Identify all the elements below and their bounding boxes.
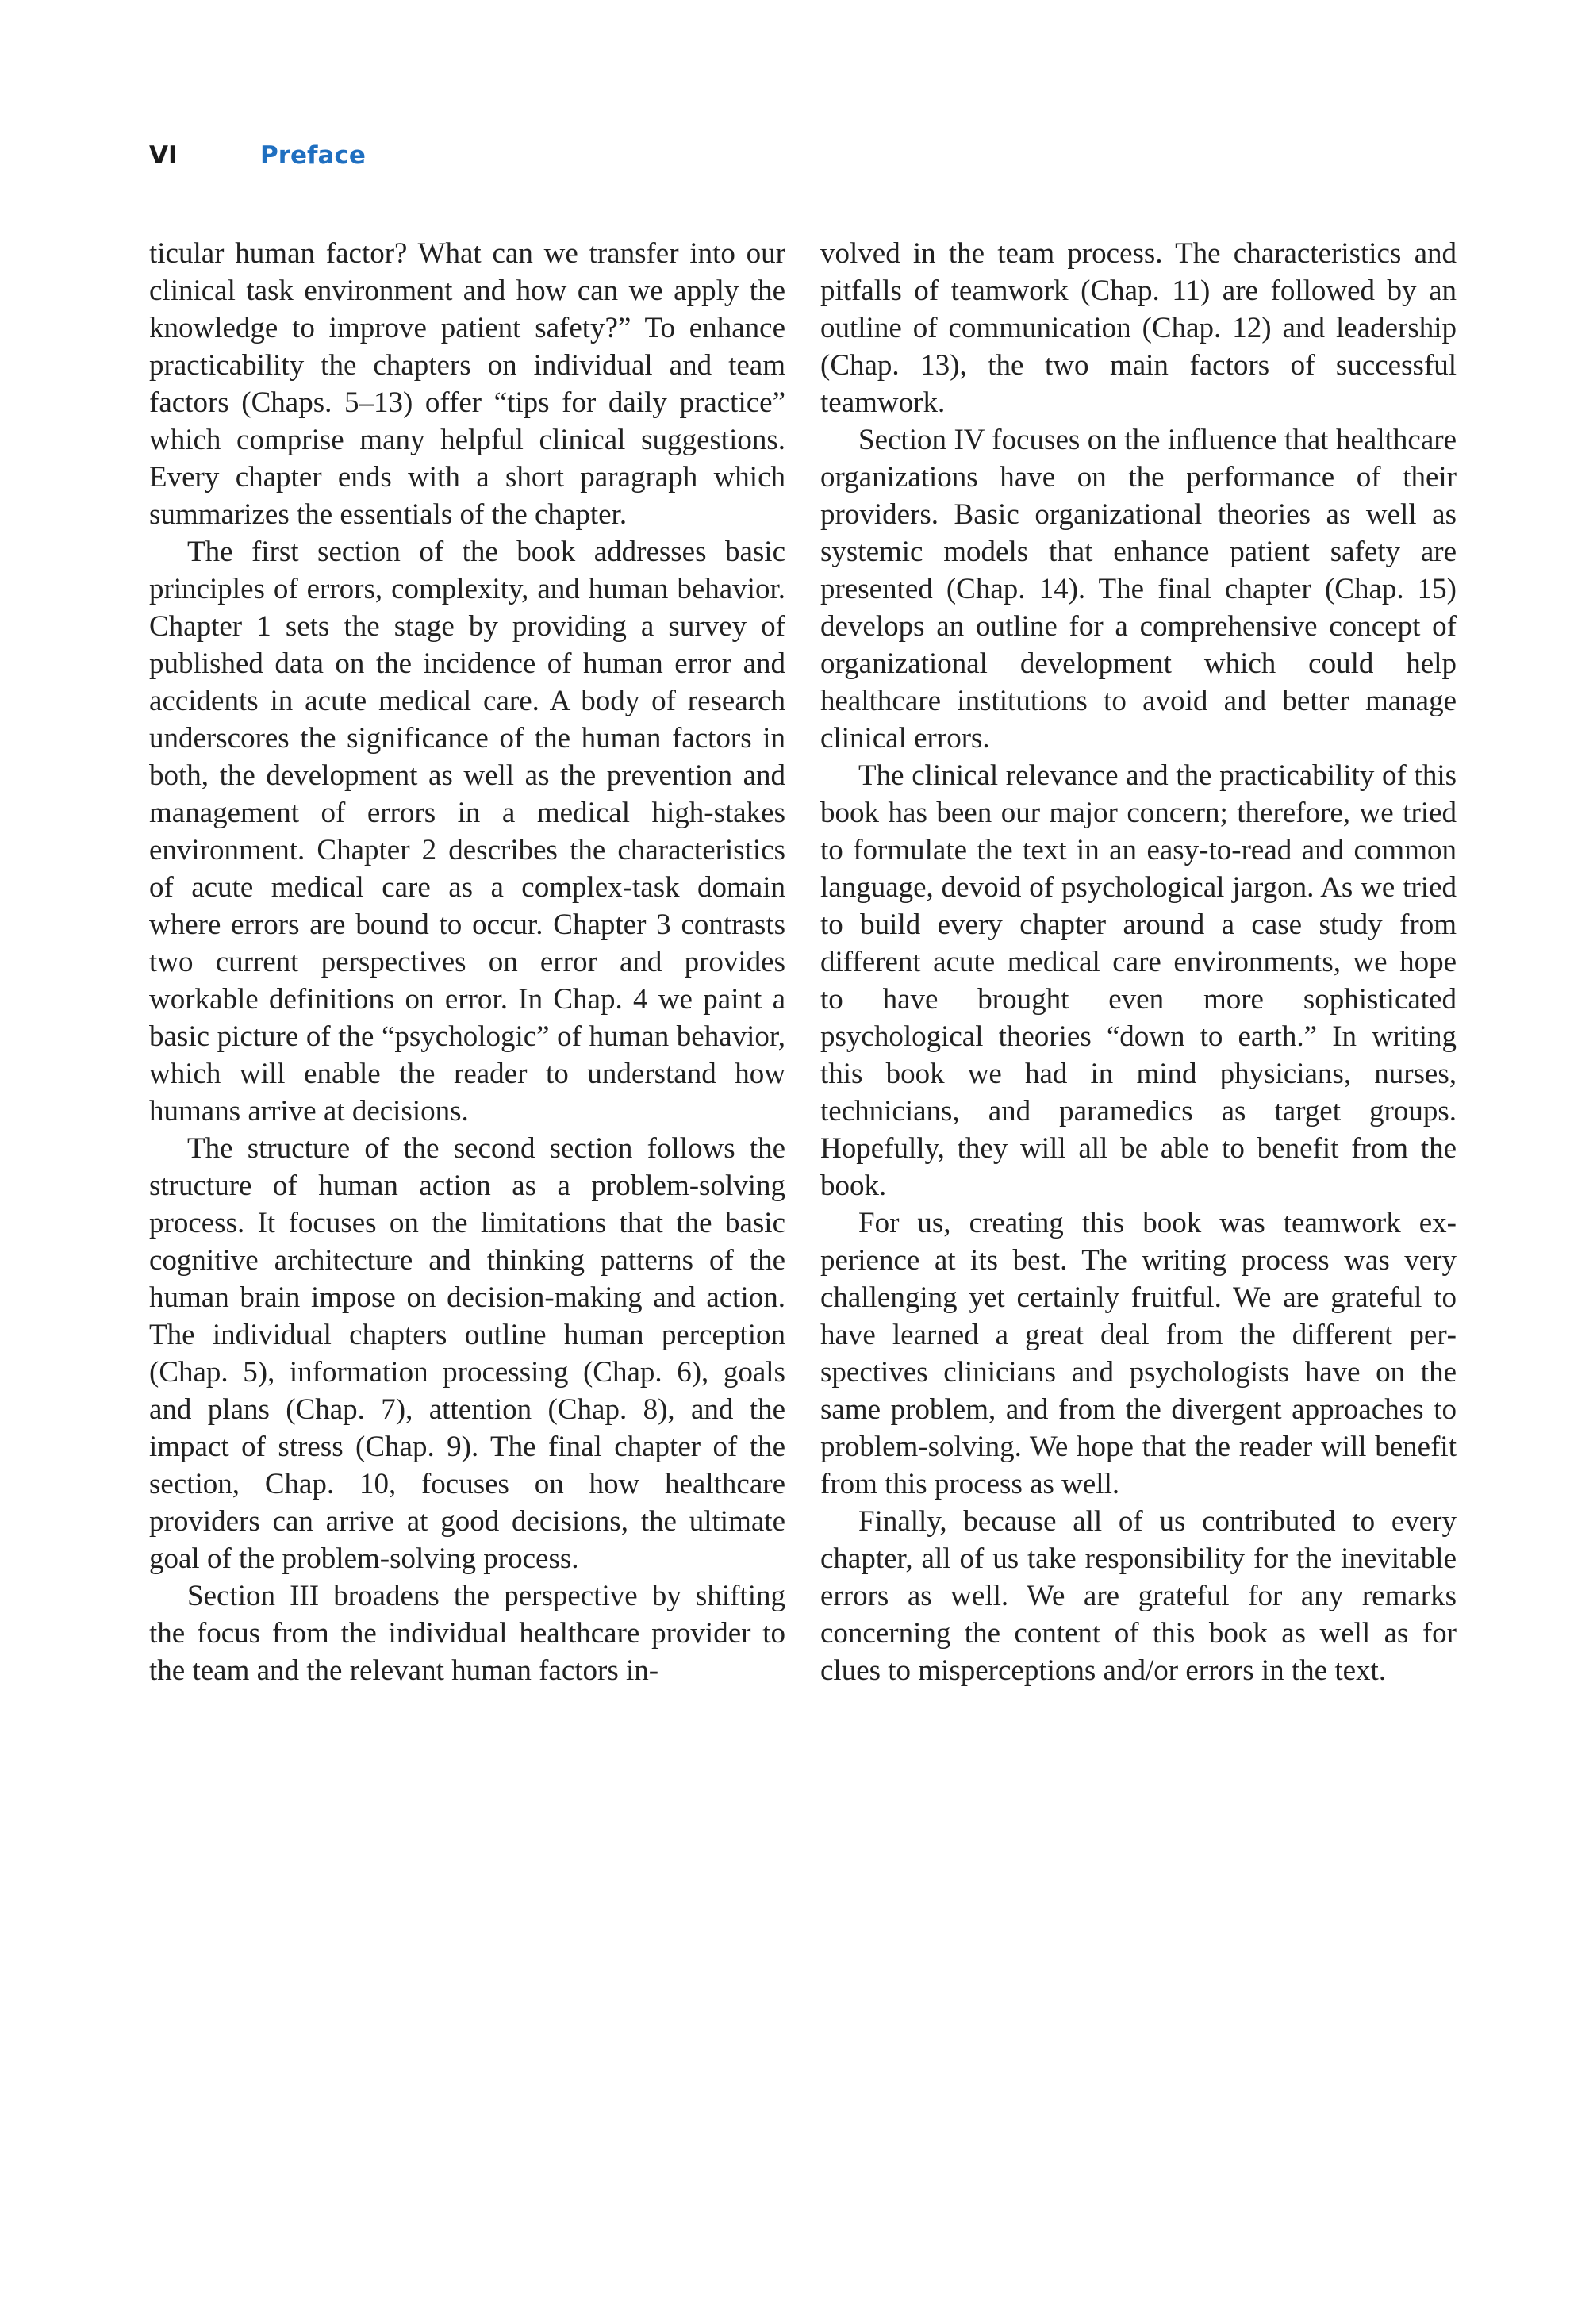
paragraph: For us, creating this book was teamwork experience at its best. The writing process was very challenging yet certainly fruitful. We are grateful to have learned a great deal from the different perspectives clinicians and psychologists have on the same problem, and from the divergent approaches to problem-solving. We hope that the reader will benefit from this process as well.	[820, 1207, 1457, 1500]
paragraph: The structure of the second section follows the structure of human action as a problem-solving process. It focuses on the limitations that the basic cognitive architecture and thinking patterns of the human brain impose on decision-making and action. The individual chapters outline human perception (Chap. 5), information processing (Chap. 6), goals and plans (Chap. 7), attention (Chap. 8), and the impact of stress (Chap. 9). The final chapter of the section, Chap. 10, focuses on how healthcare providers can arrive at good decisions, the ultimate goal of the problem-solving process.	[149, 1132, 785, 1575]
paragraph: The first section of the book addresses basic principles of errors, complexity, and human behavior. Chapter 1 sets the stage by providing a survey of published data on the incidence of human error and accidents in acute medical care. A body of research underscores the significance of the human factors in both, the development as well as the prevention and management of errors in a medical high-stakes environment. Chapter 2 describes the characteristics of acute medical care as a complex-task domain where errors are bound to occur. Chapter 3 contrasts two current perspectives on error and provides workable definitions on error. In Chap. 4 we paint a basic picture of the “psychologic” of human behavior, which will enable the reader to understand how humans arrive at decisions.	[149, 536, 785, 1127]
paragraph: Section III broadens the perspective by shifting the focus from the individual healthcare provider to the team and the relevant human factors in-	[149, 1580, 785, 1687]
paragraph: Section IV focuses on the influence that healthcare organizations have on the performance of their providers. Basic organizational theories as well as systemic models that enhance patient safety are presented (Chap. 14). The final chapter (Chap. 15) develops an outline for a comprehensive concept of organizational development which could help healthcare institutions to avoid and better manage clinical errors.	[820, 424, 1457, 755]
running-head: Preface	[260, 141, 366, 170]
paragraph: volved in the team process. The characteristics and pitfalls of teamwork (Chap. 11) are followed by an outline of communication (Chap. 12) and leadership (Chap. 13), the two main factors of successful teamwork.	[820, 237, 1457, 419]
left-column	[149, 235, 785, 1689]
paragraph: The clinical relevance and the practicability of this book has been our major concern; therefore, we tried to formulate the text in an easy-to-read and common language, devoid of psychological jargon. As we tried to build every chapter around a case study from different acute medical care environments, we hope to have brought even more sophisticated psychological theories “down to earth.” In writing this book we had in mind physicians, nurses, technicians, and paramedics as target groups. Hopefully, they will all be able to benefit from the book.	[820, 759, 1457, 1202]
page-number: VI	[149, 141, 178, 170]
right-column	[820, 235, 1457, 1689]
paragraph: Finally, because all of us contributed to every chapter, all of us take responsibility for the inevitable errors as well. We are grateful for any remarks concerning the content of this book as well as for clues to misperceptions and/or errors in the text.	[820, 1505, 1457, 1687]
paragraph: ticular human factor? What can we transfer into our clinical task environment and how can we apply the knowledge to improve patient safety?” To enhance practicability the chapters on individual and team factors (Chaps. 5–13) offer “tips for daily practice” which comprise many helpful clinical suggestions. Every chapter ends with a short paragraph which summarizes the essentials of the chapter.	[149, 237, 785, 531]
